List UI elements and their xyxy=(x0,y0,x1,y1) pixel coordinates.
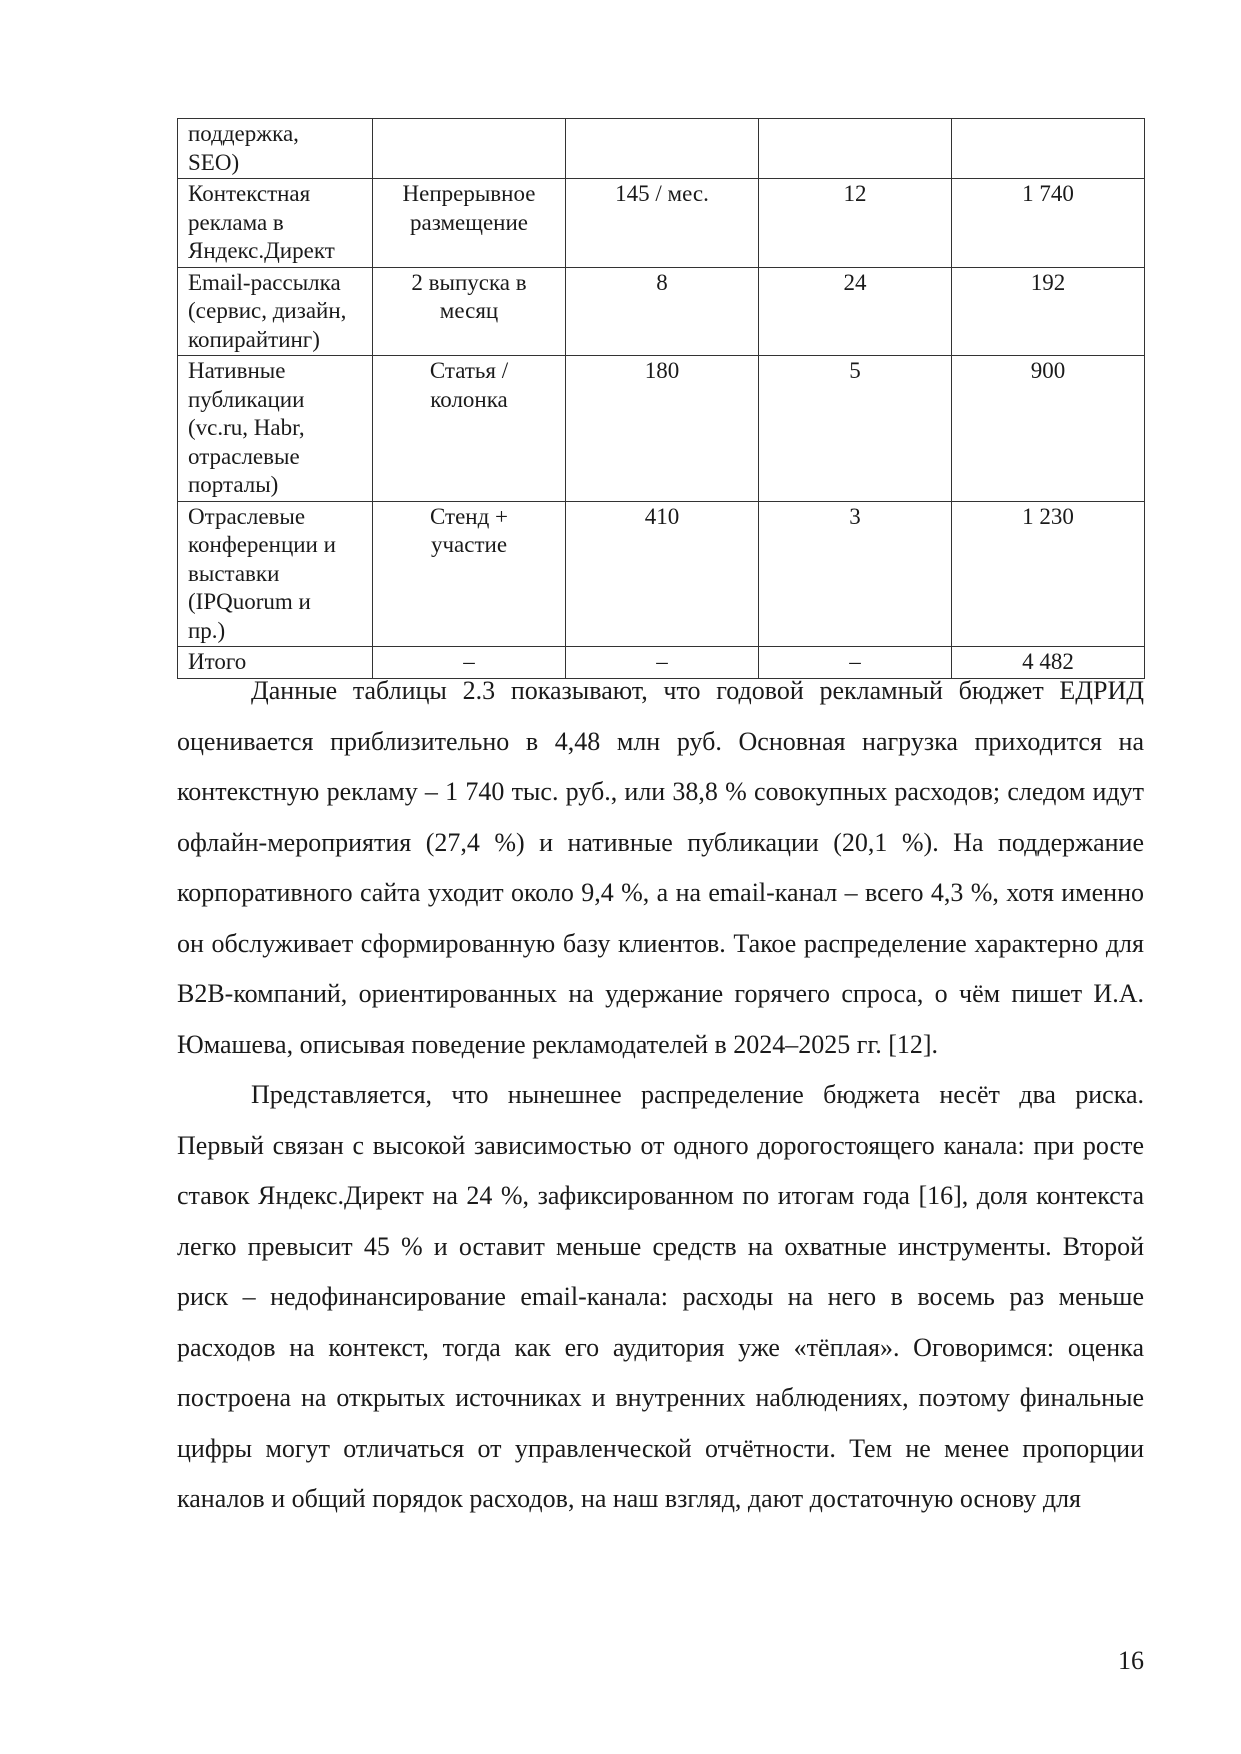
table-cell-format: 2 выпуска в месяц xyxy=(373,267,566,356)
table-cell-price: 145 / мес. xyxy=(566,179,759,268)
table-row xyxy=(178,179,1145,268)
table-cell-total: 1 740 xyxy=(952,179,1145,268)
table-row xyxy=(178,501,1145,647)
table-cell-format: – xyxy=(373,647,566,679)
table-cell-channel: Email-рассылка (сервис, дизайн, копирайтинг) xyxy=(178,267,373,356)
table-cell-price: 8 xyxy=(566,267,759,356)
table-cell-quantity xyxy=(759,119,952,179)
table-cell-channel: Отраслевые конференции и выставки (IPQuorum и пр.) xyxy=(178,501,373,647)
table-cell-total: 4 482 xyxy=(952,647,1145,679)
paragraph: Данные таблицы 2.3 показывают, что годовой рекламный бюджет ЕДРИД оценивается приблизительно в 4,48 млн руб. Основная нагрузка приходится на контекстную рекламу – 1 740 тыс. руб., или 38,8 % совокупных расходов; следом идут офлайн-мероприятия (27,4 %) и нативные публикации (20,1 %). На поддержание корпоративного сайта уходит около 9,4 %, а на email-канал – всего 4,3 %, хотя именно он обслуживает сформированную базу клиентов. Такое распределение характерно для B2B-компаний, ориентированных на удержание горячего спроса, о чём пишет И.А. Юмашева, описывая поведение рекламодателей в 2024–2025 гг. [12]. xyxy=(177,676,1144,1059)
budget-table xyxy=(177,118,1145,679)
table-cell-quantity: 24 xyxy=(759,267,952,356)
table-cell-channel: Нативные публикации (vc.ru, Habr, отраслевые порталы) xyxy=(178,356,373,502)
table-cell-price xyxy=(566,119,759,179)
paragraph: Представляется, что нынешнее распределение бюджета несёт два риска. Первый связан с высокой зависимостью от одного дорогостоящего канала: при росте ставок Яндекс.Директ на 24 %, зафиксированном по итогам года [16], доля контекста легко превысит 45 % и оставит меньше средств на охватные инструменты. Второй риск – недофинансирование email-канала: расходы на него в восемь раз меньше расходов на контекст, тогда как его аудитория уже «тёплая». Оговоримся: оценка построена на открытых источниках и внутренних наблюдениях, поэтому финальные цифры могут отличаться от управленческой отчётности. Тем не менее пропорции каналов и общий порядок расходов, на наш взгляд, дают достаточную основу для xyxy=(177,1080,1144,1513)
table-cell-channel: поддержка, SEO) xyxy=(178,119,373,179)
table-cell-total: 192 xyxy=(952,267,1145,356)
page-number: 16 xyxy=(1118,1646,1144,1675)
body-text xyxy=(177,666,1144,1525)
table-cell-channel: Контекстная реклама в Яндекс.Директ xyxy=(178,179,373,268)
table-row xyxy=(178,267,1145,356)
table-cell-total: 900 xyxy=(952,356,1145,502)
table-cell-quantity: 3 xyxy=(759,501,952,647)
table-row xyxy=(178,119,1145,179)
table-cell-format: Непрерывное размещение xyxy=(373,179,566,268)
table-cell-format xyxy=(373,119,566,179)
table-cell-quantity: – xyxy=(759,647,952,679)
table-cell-quantity: 12 xyxy=(759,179,952,268)
table-cell-channel: Итого xyxy=(178,647,373,679)
table-cell-format: Стенд + участие xyxy=(373,501,566,647)
table-row xyxy=(178,356,1145,502)
table-cell-price: 180 xyxy=(566,356,759,502)
table-cell-total xyxy=(952,119,1145,179)
table-cell-total: 1 230 xyxy=(952,501,1145,647)
table-cell-quantity: 5 xyxy=(759,356,952,502)
table-cell-price: 410 xyxy=(566,501,759,647)
table-cell-format: Статья / колонка xyxy=(373,356,566,502)
table-cell-price: – xyxy=(566,647,759,679)
